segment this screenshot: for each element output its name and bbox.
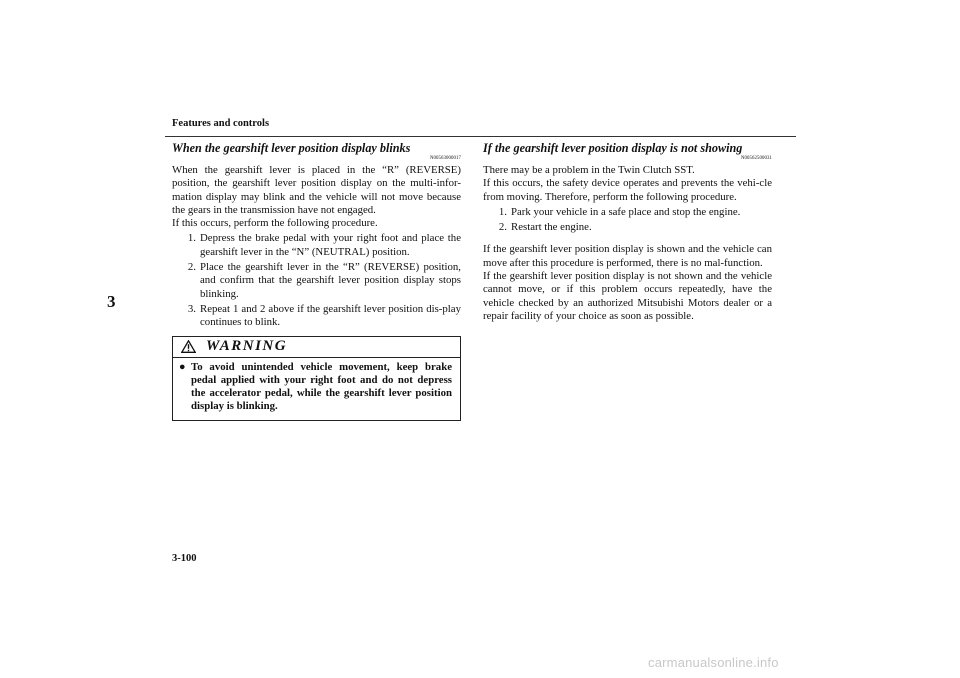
step-text: Park your vehicle in a safe place and stop the engine. xyxy=(511,205,741,218)
right-paragraph: If the gearshift lever position display is shown and the vehicle can move after this procedure is performed, there is no mal-function. xyxy=(483,243,772,269)
left-heading: When the gearshift lever position display blinks xyxy=(172,141,411,155)
step-text: Place the gearshift lever in the “R” (REVERSE) position, and confirm that the gearshift lever position display stops blinking. xyxy=(200,261,461,300)
left-steps xyxy=(172,232,461,329)
right-column xyxy=(483,141,772,323)
list-item xyxy=(483,206,772,219)
right-section-code: N00562500031 xyxy=(740,156,772,161)
step-number: 2. xyxy=(498,221,507,234)
left-paragraph: When the gearshift lever is placed in the “R” (REVERSE) position, the gearshift lever position display on the multi-infor-mation display may blink and the vehicle will not move because the gears in the transmission have not engaged. xyxy=(172,164,461,216)
step-number: 1. xyxy=(498,205,507,218)
step-text: Depress the brake pedal with your right foot and place the gearshift lever in the “N” (NEUTRAL) position. xyxy=(200,232,461,258)
step-number: 1. xyxy=(187,232,196,245)
warning-label: WARNING xyxy=(206,337,288,354)
right-paragraph: There may be a problem in the Twin Clutch SST. xyxy=(483,164,695,176)
warning-text: To avoid unintended vehicle movement, keep brake pedal applied with your right foot and do not depress the accelerator pedal, while the gearshift lever position display is blinking. xyxy=(191,360,452,413)
list-item xyxy=(172,303,461,330)
chapter-tab: 3 xyxy=(107,292,116,311)
right-heading: If the gearshift lever position display is not showing xyxy=(483,141,743,155)
warning-box xyxy=(172,336,461,421)
warning-triangle-icon xyxy=(181,340,196,353)
step-text: Restart the engine. xyxy=(511,221,592,234)
header-rule xyxy=(165,136,796,137)
right-paragraph: If this occurs, the safety device operates and prevents the vehi-cle from moving. Therefore, perform the following procedure. xyxy=(483,177,772,203)
right-paragraph: If the gearshift lever position display is not shown and the vehicle cannot move, or if this problem occurs repeatedly, have the vehicle checked by an authorized Mitsubishi Motors dealer or a repair facility of your choice as soon as possible. xyxy=(483,270,772,322)
warning-body xyxy=(173,358,460,420)
warning-title-bar xyxy=(173,337,460,358)
step-number: 3. xyxy=(187,302,196,315)
list-item xyxy=(172,232,461,259)
section-header: Features and controls xyxy=(172,118,270,129)
list-item xyxy=(172,261,461,301)
bullet-icon: ● xyxy=(179,360,186,373)
spacer xyxy=(483,234,772,243)
page-number: 3-100 xyxy=(172,553,197,564)
right-steps xyxy=(483,206,772,235)
left-section-code: N00563000017 xyxy=(429,156,461,161)
list-item xyxy=(483,221,772,234)
watermark: carmanualsonline.info xyxy=(648,655,779,670)
left-paragraph: If this occurs, perform the following procedure. xyxy=(172,217,378,230)
step-text: Repeat 1 and 2 above if the gearshift lever position dis-play continues to blink. xyxy=(200,302,461,329)
left-column xyxy=(172,141,461,421)
step-number: 2. xyxy=(187,261,196,274)
